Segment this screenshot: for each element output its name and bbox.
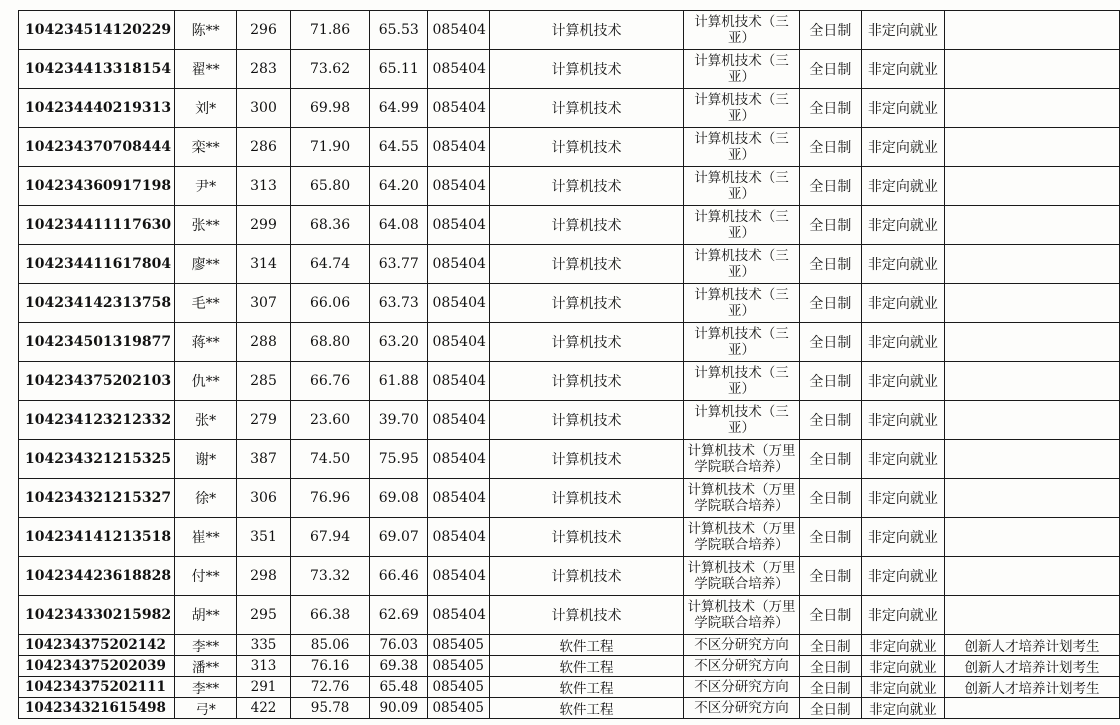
table-row — [19, 557, 1120, 596]
study-mode-cell: 全日制 — [799, 323, 861, 362]
name-cell: 张** — [175, 206, 237, 245]
initial-score-cell: 299 — [237, 206, 291, 245]
study-mode-cell: 全日制 — [799, 635, 861, 656]
major-code-cell: 085404 — [428, 89, 489, 128]
table-row — [19, 50, 1120, 89]
table-row — [19, 128, 1120, 167]
name-cell: 崔** — [175, 518, 237, 557]
initial-score-cell: 351 — [237, 518, 291, 557]
employment-type-cell: 非定向就业 — [861, 698, 944, 719]
major-code-cell: 085405 — [428, 698, 489, 719]
remark-cell: 创新人才培养计划考生 — [944, 635, 1119, 656]
remark-cell — [944, 89, 1119, 128]
retest-score-cell: 64.74 — [290, 245, 369, 284]
retest-score-cell: 66.38 — [290, 596, 369, 635]
name-cell: 谢* — [175, 440, 237, 479]
research-direction-cell: 计算机技术（万里学院联合培养） — [684, 557, 800, 596]
major-name-cell: 计算机技术 — [489, 323, 683, 362]
employment-type-cell: 非定向就业 — [861, 596, 944, 635]
study-mode-cell: 全日制 — [799, 596, 861, 635]
major-name-cell: 软件工程 — [489, 698, 683, 719]
table-row — [19, 89, 1120, 128]
major-code-cell: 085404 — [428, 323, 489, 362]
study-mode-cell: 全日制 — [799, 401, 861, 440]
research-direction-cell: 计算机技术（三亚） — [684, 128, 800, 167]
initial-score-cell: 285 — [237, 362, 291, 401]
total-score-cell: 39.70 — [370, 401, 428, 440]
admission-table — [18, 10, 1120, 719]
major-code-cell: 085404 — [428, 518, 489, 557]
remark-cell — [944, 557, 1119, 596]
name-cell: 蒋** — [175, 323, 237, 362]
employment-type-cell: 非定向就业 — [861, 479, 944, 518]
employment-type-cell: 非定向就业 — [861, 128, 944, 167]
employment-type-cell: 非定向就业 — [861, 167, 944, 206]
initial-score-cell: 286 — [237, 128, 291, 167]
major-name-cell: 计算机技术 — [489, 50, 683, 89]
employment-type-cell: 非定向就业 — [861, 635, 944, 656]
major-name-cell: 计算机技术 — [489, 128, 683, 167]
employment-type-cell: 非定向就业 — [861, 362, 944, 401]
major-code-cell: 085405 — [428, 656, 489, 677]
initial-score-cell: 335 — [237, 635, 291, 656]
remark-cell — [944, 128, 1119, 167]
major-name-cell: 计算机技术 — [489, 284, 683, 323]
remark-cell — [944, 596, 1119, 635]
study-mode-cell: 全日制 — [799, 479, 861, 518]
table-row — [19, 323, 1120, 362]
table-row — [19, 284, 1120, 323]
name-cell: 廖** — [175, 245, 237, 284]
employment-type-cell: 非定向就业 — [861, 677, 944, 698]
research-direction-cell: 计算机技术（三亚） — [684, 89, 800, 128]
research-direction-cell: 计算机技术（三亚） — [684, 284, 800, 323]
total-score-cell: 62.69 — [370, 596, 428, 635]
exam-id-cell: 104234123212332 — [19, 401, 175, 440]
major-name-cell: 计算机技术 — [489, 362, 683, 401]
major-code-cell: 085404 — [428, 284, 489, 323]
exam-id-cell: 104234375202142 — [19, 635, 175, 656]
study-mode-cell: 全日制 — [799, 518, 861, 557]
initial-score-cell: 295 — [237, 596, 291, 635]
name-cell: 刘* — [175, 89, 237, 128]
exam-id-cell: 104234501319877 — [19, 323, 175, 362]
study-mode-cell: 全日制 — [799, 167, 861, 206]
initial-score-cell: 291 — [237, 677, 291, 698]
research-direction-cell: 不区分研究方向 — [684, 656, 800, 677]
retest-score-cell: 67.94 — [290, 518, 369, 557]
name-cell: 潘** — [175, 656, 237, 677]
total-score-cell: 65.53 — [370, 11, 428, 50]
exam-id-cell: 104234440219313 — [19, 89, 175, 128]
table-row — [19, 677, 1120, 698]
research-direction-cell: 计算机技术（三亚） — [684, 11, 800, 50]
name-cell: 翟** — [175, 50, 237, 89]
retest-score-cell: 76.16 — [290, 656, 369, 677]
name-cell: 张* — [175, 401, 237, 440]
retest-score-cell: 69.98 — [290, 89, 369, 128]
study-mode-cell: 全日制 — [799, 557, 861, 596]
major-name-cell: 软件工程 — [489, 635, 683, 656]
study-mode-cell: 全日制 — [799, 206, 861, 245]
exam-id-cell: 104234330215982 — [19, 596, 175, 635]
exam-id-cell: 104234321215325 — [19, 440, 175, 479]
total-score-cell: 75.95 — [370, 440, 428, 479]
major-code-cell: 085404 — [428, 50, 489, 89]
major-code-cell: 085404 — [428, 362, 489, 401]
total-score-cell: 90.09 — [370, 698, 428, 719]
initial-score-cell: 314 — [237, 245, 291, 284]
retest-score-cell: 73.32 — [290, 557, 369, 596]
table-row — [19, 635, 1120, 656]
total-score-cell: 65.11 — [370, 50, 428, 89]
major-code-cell: 085404 — [428, 206, 489, 245]
exam-id-cell: 104234411617804 — [19, 245, 175, 284]
retest-score-cell: 66.76 — [290, 362, 369, 401]
retest-score-cell: 65.80 — [290, 167, 369, 206]
table-row — [19, 479, 1120, 518]
study-mode-cell: 全日制 — [799, 128, 861, 167]
table-body — [19, 11, 1120, 719]
exam-id-cell: 104234375202039 — [19, 656, 175, 677]
employment-type-cell: 非定向就业 — [861, 440, 944, 479]
name-cell: 仇** — [175, 362, 237, 401]
initial-score-cell: 307 — [237, 284, 291, 323]
remark-cell — [944, 323, 1119, 362]
employment-type-cell: 非定向就业 — [861, 518, 944, 557]
study-mode-cell: 全日制 — [799, 362, 861, 401]
retest-score-cell: 68.80 — [290, 323, 369, 362]
total-score-cell: 66.46 — [370, 557, 428, 596]
research-direction-cell: 计算机技术（三亚） — [684, 167, 800, 206]
major-name-cell: 计算机技术 — [489, 518, 683, 557]
major-name-cell: 计算机技术 — [489, 206, 683, 245]
total-score-cell: 61.88 — [370, 362, 428, 401]
exam-id-cell: 104234360917198 — [19, 167, 175, 206]
total-score-cell: 63.73 — [370, 284, 428, 323]
table-row — [19, 167, 1120, 206]
study-mode-cell: 全日制 — [799, 440, 861, 479]
initial-score-cell: 298 — [237, 557, 291, 596]
name-cell: 付** — [175, 557, 237, 596]
employment-type-cell: 非定向就业 — [861, 284, 944, 323]
total-score-cell: 69.38 — [370, 656, 428, 677]
employment-type-cell: 非定向就业 — [861, 11, 944, 50]
remark-cell — [944, 440, 1119, 479]
study-mode-cell: 全日制 — [799, 698, 861, 719]
exam-id-cell: 104234514120229 — [19, 11, 175, 50]
retest-score-cell: 66.06 — [290, 284, 369, 323]
employment-type-cell: 非定向就业 — [861, 656, 944, 677]
major-name-cell: 计算机技术 — [489, 11, 683, 50]
remark-cell — [944, 245, 1119, 284]
major-code-cell: 085404 — [428, 167, 489, 206]
total-score-cell: 63.77 — [370, 245, 428, 284]
retest-score-cell: 95.78 — [290, 698, 369, 719]
research-direction-cell: 计算机技术（万里学院联合培养） — [684, 596, 800, 635]
study-mode-cell: 全日制 — [799, 284, 861, 323]
major-code-cell: 085404 — [428, 11, 489, 50]
table-row — [19, 596, 1120, 635]
total-score-cell: 64.55 — [370, 128, 428, 167]
research-direction-cell: 计算机技术（三亚） — [684, 245, 800, 284]
major-name-cell: 计算机技术 — [489, 167, 683, 206]
remark-cell — [944, 362, 1119, 401]
total-score-cell: 65.48 — [370, 677, 428, 698]
major-name-cell: 计算机技术 — [489, 401, 683, 440]
name-cell: 毛** — [175, 284, 237, 323]
remark-cell — [944, 698, 1119, 719]
major-name-cell: 软件工程 — [489, 656, 683, 677]
exam-id-cell: 104234370708444 — [19, 128, 175, 167]
retest-score-cell: 23.60 — [290, 401, 369, 440]
remark-cell — [944, 401, 1119, 440]
employment-type-cell: 非定向就业 — [861, 557, 944, 596]
study-mode-cell: 全日制 — [799, 11, 861, 50]
name-cell: 李** — [175, 635, 237, 656]
total-score-cell: 69.07 — [370, 518, 428, 557]
name-cell: 李** — [175, 677, 237, 698]
remark-cell — [944, 479, 1119, 518]
retest-score-cell: 68.36 — [290, 206, 369, 245]
total-score-cell: 69.08 — [370, 479, 428, 518]
major-name-cell: 计算机技术 — [489, 557, 683, 596]
total-score-cell: 64.20 — [370, 167, 428, 206]
major-name-cell: 软件工程 — [489, 677, 683, 698]
retest-score-cell: 73.62 — [290, 50, 369, 89]
major-name-cell: 计算机技术 — [489, 440, 683, 479]
remark-cell — [944, 11, 1119, 50]
table-row — [19, 401, 1120, 440]
major-name-cell: 计算机技术 — [489, 596, 683, 635]
retest-score-cell: 74.50 — [290, 440, 369, 479]
initial-score-cell: 387 — [237, 440, 291, 479]
exam-id-cell: 104234141213518 — [19, 518, 175, 557]
initial-score-cell: 300 — [237, 89, 291, 128]
exam-id-cell: 104234375202103 — [19, 362, 175, 401]
initial-score-cell: 306 — [237, 479, 291, 518]
initial-score-cell: 279 — [237, 401, 291, 440]
exam-id-cell: 104234413318154 — [19, 50, 175, 89]
employment-type-cell: 非定向就业 — [861, 245, 944, 284]
research-direction-cell: 不区分研究方向 — [684, 635, 800, 656]
table-row — [19, 656, 1120, 677]
employment-type-cell: 非定向就业 — [861, 323, 944, 362]
research-direction-cell: 计算机技术（三亚） — [684, 50, 800, 89]
total-score-cell: 63.20 — [370, 323, 428, 362]
research-direction-cell: 计算机技术（三亚） — [684, 362, 800, 401]
name-cell: 栾** — [175, 128, 237, 167]
research-direction-cell: 不区分研究方向 — [684, 698, 800, 719]
remark-cell — [944, 206, 1119, 245]
name-cell: 胡** — [175, 596, 237, 635]
major-code-cell: 085404 — [428, 596, 489, 635]
table-row — [19, 698, 1120, 719]
remark-cell: 创新人才培养计划考生 — [944, 656, 1119, 677]
retest-score-cell: 76.96 — [290, 479, 369, 518]
major-code-cell: 085404 — [428, 245, 489, 284]
name-cell: 陈** — [175, 11, 237, 50]
research-direction-cell: 计算机技术（三亚） — [684, 401, 800, 440]
employment-type-cell: 非定向就业 — [861, 89, 944, 128]
table-row — [19, 440, 1120, 479]
research-direction-cell: 计算机技术（三亚） — [684, 323, 800, 362]
table-row — [19, 206, 1120, 245]
retest-score-cell: 85.06 — [290, 635, 369, 656]
research-direction-cell: 计算机技术（万里学院联合培养） — [684, 518, 800, 557]
major-name-cell: 计算机技术 — [489, 89, 683, 128]
study-mode-cell: 全日制 — [799, 89, 861, 128]
initial-score-cell: 283 — [237, 50, 291, 89]
remark-cell — [944, 284, 1119, 323]
initial-score-cell: 422 — [237, 698, 291, 719]
major-code-cell: 085404 — [428, 401, 489, 440]
exam-id-cell: 104234411117630 — [19, 206, 175, 245]
name-cell: 弓* — [175, 698, 237, 719]
table-row — [19, 11, 1120, 50]
employment-type-cell: 非定向就业 — [861, 50, 944, 89]
exam-id-cell: 104234423618828 — [19, 557, 175, 596]
employment-type-cell: 非定向就业 — [861, 206, 944, 245]
employment-type-cell: 非定向就业 — [861, 401, 944, 440]
study-mode-cell: 全日制 — [799, 677, 861, 698]
exam-id-cell: 104234321215327 — [19, 479, 175, 518]
major-code-cell: 085405 — [428, 635, 489, 656]
initial-score-cell: 313 — [237, 656, 291, 677]
initial-score-cell: 313 — [237, 167, 291, 206]
study-mode-cell: 全日制 — [799, 245, 861, 284]
remark-cell — [944, 50, 1119, 89]
major-code-cell: 085404 — [428, 440, 489, 479]
major-name-cell: 计算机技术 — [489, 479, 683, 518]
name-cell: 尹* — [175, 167, 237, 206]
remark-cell — [944, 518, 1119, 557]
remark-cell: 创新人才培养计划考生 — [944, 677, 1119, 698]
research-direction-cell: 计算机技术（万里学院联合培养） — [684, 479, 800, 518]
exam-id-cell: 104234142313758 — [19, 284, 175, 323]
table-row — [19, 245, 1120, 284]
retest-score-cell: 71.90 — [290, 128, 369, 167]
major-code-cell: 085404 — [428, 128, 489, 167]
total-score-cell: 76.03 — [370, 635, 428, 656]
retest-score-cell: 72.76 — [290, 677, 369, 698]
major-code-cell: 085405 — [428, 677, 489, 698]
total-score-cell: 64.08 — [370, 206, 428, 245]
study-mode-cell: 全日制 — [799, 50, 861, 89]
table-row — [19, 362, 1120, 401]
research-direction-cell: 计算机技术（三亚） — [684, 206, 800, 245]
name-cell: 徐* — [175, 479, 237, 518]
retest-score-cell: 71.86 — [290, 11, 369, 50]
study-mode-cell: 全日制 — [799, 656, 861, 677]
exam-id-cell: 104234321615498 — [19, 698, 175, 719]
total-score-cell: 64.99 — [370, 89, 428, 128]
initial-score-cell: 296 — [237, 11, 291, 50]
table-row — [19, 518, 1120, 557]
remark-cell — [944, 167, 1119, 206]
major-name-cell: 计算机技术 — [489, 245, 683, 284]
research-direction-cell: 计算机技术（万里学院联合培养） — [684, 440, 800, 479]
initial-score-cell: 288 — [237, 323, 291, 362]
research-direction-cell: 不区分研究方向 — [684, 677, 800, 698]
exam-id-cell: 104234375202111 — [19, 677, 175, 698]
major-code-cell: 085404 — [428, 479, 489, 518]
major-code-cell: 085404 — [428, 557, 489, 596]
